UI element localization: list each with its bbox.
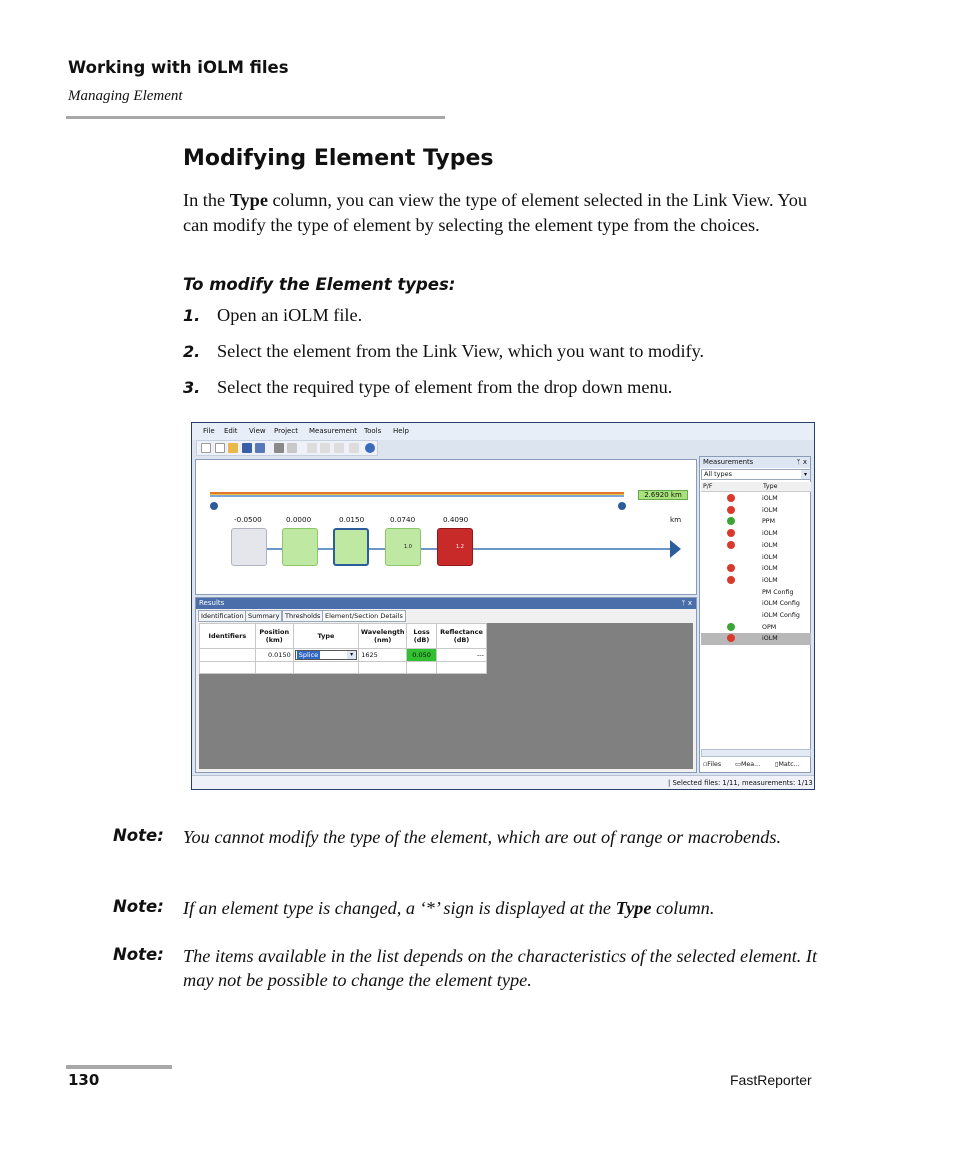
measurement-type: iOLM (762, 553, 778, 561)
pin-close-icon[interactable]: ᛘ x (796, 458, 807, 466)
measurement-row[interactable] (701, 575, 811, 587)
measurement-row[interactable] (701, 598, 811, 610)
cell-wavelength[interactable]: 1625 (359, 649, 407, 662)
open-folder-icon[interactable] (228, 443, 238, 453)
distance-tag: 2.6920 km (638, 490, 688, 500)
col-position: Position (km) (255, 624, 293, 649)
status-text: | Selected files: 1/11, measurements: 1/13 (668, 779, 813, 787)
fail-icon (727, 576, 735, 584)
cell-identifier[interactable] (200, 649, 256, 662)
section-subtitle: Managing Element (68, 88, 183, 104)
chapter-title: Working with iOLM files (68, 58, 289, 77)
menu-view[interactable]: View (249, 427, 266, 435)
cell-reflectance[interactable]: --- (437, 649, 487, 662)
section-title: Modifying Element Types (183, 146, 494, 171)
tab-identification[interactable]: Identification (198, 610, 247, 622)
menu-help[interactable]: Help (393, 427, 409, 435)
measurement-row[interactable] (701, 552, 811, 564)
delete-icon[interactable] (349, 443, 359, 453)
col-pass-fail: P/F (703, 483, 713, 490)
tab-summary[interactable]: Summary (245, 610, 282, 622)
fail-icon (727, 506, 735, 514)
marker-a-icon (210, 502, 218, 510)
measurement-row[interactable] (701, 633, 811, 645)
note-text: If an element type is changed, a ‘*’ sign is displayed at the Type column. (183, 898, 715, 918)
note-label: Note: (113, 826, 164, 845)
help-icon[interactable] (365, 443, 375, 453)
save-icon[interactable] (242, 443, 252, 453)
measurement-type: iOLM (762, 506, 778, 514)
measurement-row[interactable] (701, 563, 811, 575)
position-label: 0.0000 (286, 515, 312, 524)
fail-icon (727, 634, 735, 642)
paste-icon[interactable] (334, 443, 344, 453)
print-preview-icon[interactable] (287, 443, 297, 453)
new-file-icon[interactable] (201, 443, 211, 453)
link-view (195, 459, 697, 595)
menu-bar (192, 423, 814, 440)
cell-position[interactable]: 0.0150 (255, 649, 293, 662)
pass-icon (727, 623, 735, 631)
measurement-type: PPM (762, 518, 776, 526)
measurement-row[interactable] (701, 528, 811, 540)
col-wavelength: Wavelength (nm) (359, 624, 407, 649)
position-label: -0.0500 (234, 515, 262, 524)
element-connector[interactable] (385, 528, 421, 566)
status-bar (192, 775, 814, 789)
type-filter-select[interactable] (701, 469, 811, 480)
element-fail[interactable] (437, 528, 473, 566)
measurement-type: iOLM (762, 541, 778, 549)
details-grid-area (199, 623, 693, 769)
type-dropdown[interactable] (293, 649, 358, 662)
measurement-type: iOLM (762, 565, 778, 573)
measurement-type: iOLM Config (762, 600, 800, 608)
measurement-row[interactable] (701, 610, 811, 622)
procedure-heading: To modify the Element types: (183, 275, 456, 294)
note-label: Note: (113, 945, 164, 964)
menu-measurement[interactable]: Measurement (309, 427, 358, 435)
tab-matches[interactable]: ▯Matc... (775, 761, 800, 768)
col-reflectance: Reflectance (dB) (437, 624, 487, 649)
measurement-type: PM Config (762, 588, 794, 596)
measurement-type: iOLM Config (762, 612, 800, 619)
menu-project[interactable]: Project (274, 427, 298, 435)
note-text: You cannot modify the type of the element, which are out of range or macrobends. (183, 827, 782, 847)
measurement-row[interactable] (701, 493, 811, 505)
menu-tools[interactable]: Tools (364, 427, 382, 435)
type-selected-value: Splice (298, 651, 319, 659)
measurement-type: iOLM (762, 635, 778, 643)
position-label: 0.4090 (443, 515, 469, 524)
measurement-row[interactable] (701, 516, 811, 528)
col-identifiers: Identifiers (200, 624, 256, 649)
application-screenshot (191, 422, 815, 790)
chevron-down-icon[interactable]: ▾ (801, 470, 810, 479)
step-2: 2. Select the element from the Link View, which you want to modify. (183, 341, 705, 361)
element-splice-selected[interactable] (333, 528, 369, 566)
fail-icon (727, 529, 735, 537)
horizontal-scrollbar[interactable] (701, 749, 811, 757)
fail-icon (727, 494, 735, 502)
col-type: Type (293, 624, 358, 649)
step-1: 1. Open an iOLM file. (183, 305, 363, 325)
col-type: Type (763, 483, 778, 490)
measurement-type: iOLM (762, 576, 778, 584)
results-title: Results (196, 598, 696, 609)
tab-element-section-details[interactable]: Element/Section Details (322, 610, 406, 622)
measurement-type: iOLM (762, 495, 778, 502)
toolbar (196, 440, 378, 456)
fail-icon (727, 564, 735, 572)
element-value: 1.0 (404, 544, 412, 550)
position-label: 0.0740 (390, 515, 416, 524)
tab-measurements[interactable]: ▭Mea... (735, 761, 761, 768)
cut-icon[interactable] (307, 443, 317, 453)
cell-loss[interactable]: 0.050 (407, 649, 437, 662)
fail-icon (727, 541, 735, 549)
marker-b-icon (618, 502, 626, 510)
unit-label: km (670, 515, 682, 524)
menu-edit[interactable]: Edit (224, 427, 238, 435)
page-number: 130 (68, 1071, 100, 1089)
filter-value: All types (704, 470, 733, 478)
measurement-row[interactable] (701, 587, 811, 599)
tab-thresholds[interactable]: Thresholds (282, 610, 323, 622)
new-doc-icon[interactable] (215, 443, 225, 453)
note-text: The items available in the list depends on the characteristics of the selected element. It may not be possible to change the element type. (183, 946, 818, 990)
results-pane (195, 597, 697, 773)
measurements-pane (699, 456, 811, 773)
chevron-down-icon[interactable]: ▾ (347, 651, 356, 659)
measurement-type: OPM (762, 623, 777, 631)
save-all-icon[interactable] (255, 443, 265, 453)
element-value: 1.2 (456, 544, 464, 550)
print-icon[interactable] (274, 443, 284, 453)
measurement-row[interactable] (701, 622, 811, 634)
note-label: Note: (113, 897, 164, 916)
element-details-table (199, 623, 487, 674)
col-loss: Loss (dB) (407, 624, 437, 649)
pass-icon (727, 517, 735, 525)
link-end-arrow-icon (670, 540, 681, 558)
measurement-type: iOLM (762, 530, 778, 538)
fiber-span[interactable] (210, 492, 624, 497)
header-rule (66, 116, 445, 119)
product-name: FastReporter (730, 1072, 812, 1088)
position-label: 0.0150 (339, 515, 365, 524)
pin-close-icon[interactable]: ᛘ x (681, 599, 692, 607)
footer-rule (66, 1065, 172, 1069)
menu-file[interactable]: File (203, 427, 215, 435)
measurement-row[interactable] (701, 540, 811, 552)
element-connector[interactable] (282, 528, 318, 566)
measurements-title: Measurements (700, 457, 810, 468)
measurement-row[interactable] (701, 505, 811, 517)
tab-files[interactable]: ▫Files (703, 761, 722, 768)
element-launch[interactable] (231, 528, 267, 566)
step-3: 3. Select the required type of element from the drop down menu. (183, 377, 673, 397)
copy-icon[interactable] (320, 443, 330, 453)
intro-paragraph: In the Type column, you can view the type of element selected in the Link View. You can modify the type of element by selecting the element type from the choices. (183, 190, 808, 235)
